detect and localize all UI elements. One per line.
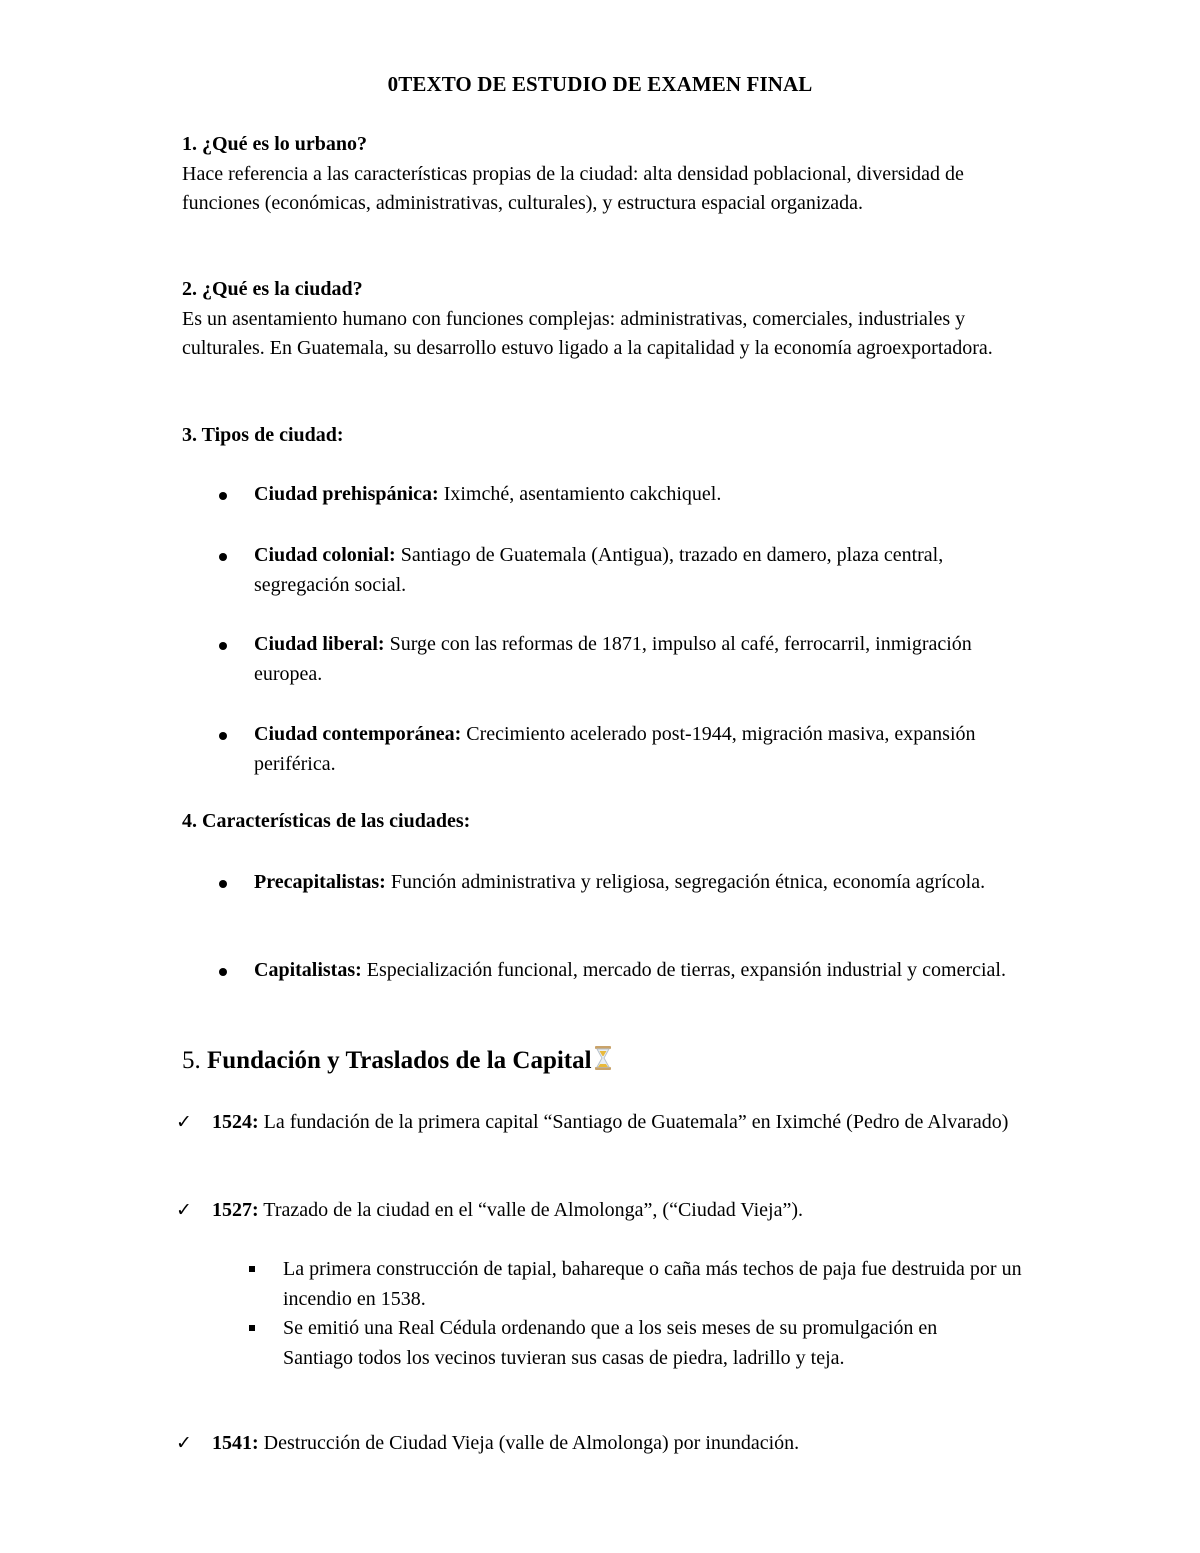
- list-item: [182, 480, 1094, 510]
- event-text: Trazado de la ciudad en el “valle de Almolonga”, (“Ciudad Vieja”).: [258, 1199, 804, 1221]
- fundacion-subitems: [245, 1255, 1025, 1373]
- heading-caracteristicas: 4. Características de las ciudades:: [182, 810, 471, 832]
- item-text: Iximché, asentamiento cakchiquel.: [438, 483, 722, 505]
- sub-list-item: [245, 1255, 1023, 1314]
- event-year: 1524:: [212, 1111, 259, 1133]
- item-text: Santiago de Guatemala (Antigua), trazado en damero, plaza central, segregación social.: [254, 544, 944, 596]
- sub-item-text: La primera construcción de tapial, bahareque o caña más techos de paja fue destruida por un incendio en 1538.: [283, 1258, 1022, 1310]
- sub-item-text: Se emitió una Real Cédula ordenando que a los seis meses de su promulgación en Santiago todos los vecinos tuvieran sus casas de piedra, ladrillo y teja.: [283, 1317, 938, 1369]
- item-term: Ciudad liberal:: [254, 633, 385, 655]
- list-item: [182, 541, 1014, 600]
- square-bullet-icon: [249, 1266, 255, 1272]
- paragraph-urbano: Hace referencia a las características propias de la ciudad: alta densidad poblacional, diversidad de funciones (económicas, administrativas, culturales), y estructura espacial organizada.: [182, 162, 964, 214]
- sub-list-item: [245, 1314, 943, 1373]
- heading-fundacion: [182, 1044, 612, 1081]
- heading-tipos: 3. Tipos de ciudad:: [182, 424, 344, 446]
- list-item: [182, 720, 1044, 779]
- event-item: [176, 1196, 1052, 1226]
- checkmark-icon: ✓: [176, 1199, 192, 1221]
- event-text: Destrucción de Ciudad Vieja (valle de Almolonga) por inundación.: [258, 1432, 800, 1454]
- item-text: Función administrativa y religiosa, segregación étnica, economía agrícola.: [385, 871, 986, 893]
- heading-urbano: 1. ¿Qué es lo urbano?: [182, 133, 368, 155]
- event-year: 1527:: [212, 1199, 259, 1221]
- item-text: Crecimiento acelerado post-1944, migración masiva, expansión periférica.: [254, 723, 976, 775]
- bullet-icon: [219, 880, 227, 888]
- event-year: 1541:: [212, 1432, 259, 1454]
- section-caracteristicas: [182, 807, 1022, 837]
- list-item: [182, 868, 1014, 898]
- item-term: Precapitalistas:: [254, 871, 386, 893]
- event-text: La fundación de la primera capital “Santiago de Guatemala” en Iximché (Pedro de Alvarado): [258, 1111, 1009, 1133]
- hourglass-icon: [594, 1045, 612, 1081]
- document-title: 0TEXTO DE ESTUDIO DE EXAMEN FINAL: [387, 72, 813, 96]
- bullet-icon: [219, 968, 227, 976]
- item-term: Ciudad contemporánea:: [254, 723, 462, 745]
- section-tipos: [182, 421, 1022, 451]
- paragraph-ciudad: Es un asentamiento humano con funciones complejas: administrativas, comerciales, industriales y culturales. En Guatemala, su desarrollo estuvo ligado a la capitalidad y la economía agroexportadora.: [182, 307, 993, 359]
- item-text: Especialización funcional, mercado de tierras, expansión industrial y comercial.: [361, 959, 1006, 981]
- bullet-icon: [219, 642, 227, 650]
- bullet-icon: [219, 732, 227, 740]
- section-urbano: [182, 130, 1022, 219]
- heading-text: Fundación y Traslados de la Capital: [207, 1047, 592, 1074]
- bullet-icon: [219, 492, 227, 500]
- event-item: [176, 1108, 1012, 1138]
- section-ciudad: [182, 275, 1022, 364]
- item-term: Ciudad colonial:: [254, 544, 396, 566]
- list-item: [182, 630, 1014, 689]
- heading-ciudad: 2. ¿Qué es la ciudad?: [182, 278, 363, 300]
- item-term: Capitalistas:: [254, 959, 362, 981]
- item-text: Surge con las reformas de 1871, impulso al café, ferrocarril, inmigración europea.: [254, 633, 972, 685]
- square-bullet-icon: [249, 1325, 255, 1331]
- item-term: Ciudad prehispánica:: [254, 483, 439, 505]
- list-item: [182, 956, 1094, 986]
- heading-number: 5.: [182, 1047, 201, 1074]
- checkmark-icon: ✓: [176, 1111, 192, 1133]
- bullet-icon: [219, 553, 227, 561]
- checkmark-icon: ✓: [176, 1432, 192, 1454]
- event-item: [176, 1429, 1052, 1459]
